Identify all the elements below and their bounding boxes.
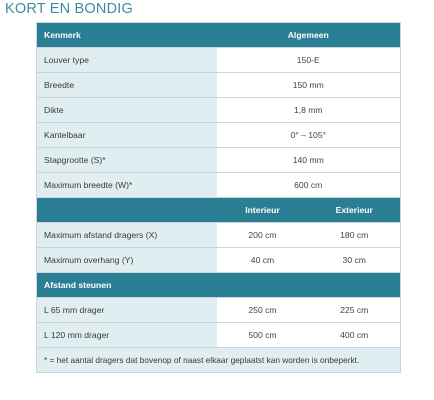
row-value-interieur: 40 cm <box>217 248 309 273</box>
row-label: L 120 mm drager <box>37 323 217 348</box>
table-row <box>37 98 401 123</box>
row-value-interieur: 500 cm <box>217 323 309 348</box>
row-label: Stapgrootte (S)* <box>37 148 217 173</box>
row-label: Breedte <box>37 73 217 98</box>
row-value-exterieur: 30 cm <box>309 248 401 273</box>
row-label: Dikte <box>37 98 217 123</box>
row-value-exterieur: 400 cm <box>309 323 401 348</box>
row-value: 150-E <box>217 48 401 73</box>
row-value: 140 mm <box>217 148 401 173</box>
table-row <box>37 223 401 248</box>
row-value-exterieur: 180 cm <box>309 223 401 248</box>
table-header-placement <box>37 198 401 223</box>
row-value: 150 mm <box>217 73 401 98</box>
row-value-interieur: 200 cm <box>217 223 309 248</box>
table-row <box>37 148 401 173</box>
row-label: Kantelbaar <box>37 123 217 148</box>
row-label: Louver type <box>37 48 217 73</box>
footnote: * = het aantal dragers dat bovenop of naast elkaar geplaatst kan worden is onbeperkt. <box>37 348 401 373</box>
row-label: L 65 mm drager <box>37 298 217 323</box>
footnote-row <box>37 348 401 373</box>
table-row <box>37 73 401 98</box>
row-value: 0° – 105° <box>217 123 401 148</box>
section-title-afstand-steunen: Afstand steunen <box>37 273 401 298</box>
table-header-general <box>37 23 401 48</box>
spec-table <box>36 22 401 373</box>
table-row <box>37 173 401 198</box>
row-label: Maximum afstand dragers (X) <box>37 223 217 248</box>
row-label: Maximum overhang (Y) <box>37 248 217 273</box>
row-value: 600 cm <box>217 173 401 198</box>
row-value: 1,8 mm <box>217 98 401 123</box>
column-header-interieur: Interieur <box>217 198 309 223</box>
table-header-afstand-steunen <box>37 273 401 298</box>
table-row <box>37 123 401 148</box>
column-header-empty <box>37 198 217 223</box>
row-value-interieur: 250 cm <box>217 298 309 323</box>
column-header-algemeen: Algemeen <box>217 23 401 48</box>
table-row <box>37 298 401 323</box>
page-heading: KORT EN BONDIG <box>5 1 133 17</box>
row-label: Maximum breedte (W)* <box>37 173 217 198</box>
column-header-exterieur: Exterieur <box>309 198 401 223</box>
table-row <box>37 48 401 73</box>
row-value-exterieur: 225 cm <box>309 298 401 323</box>
table-row <box>37 248 401 273</box>
table-row <box>37 323 401 348</box>
column-header-kenmerk: Kenmerk <box>37 23 217 48</box>
